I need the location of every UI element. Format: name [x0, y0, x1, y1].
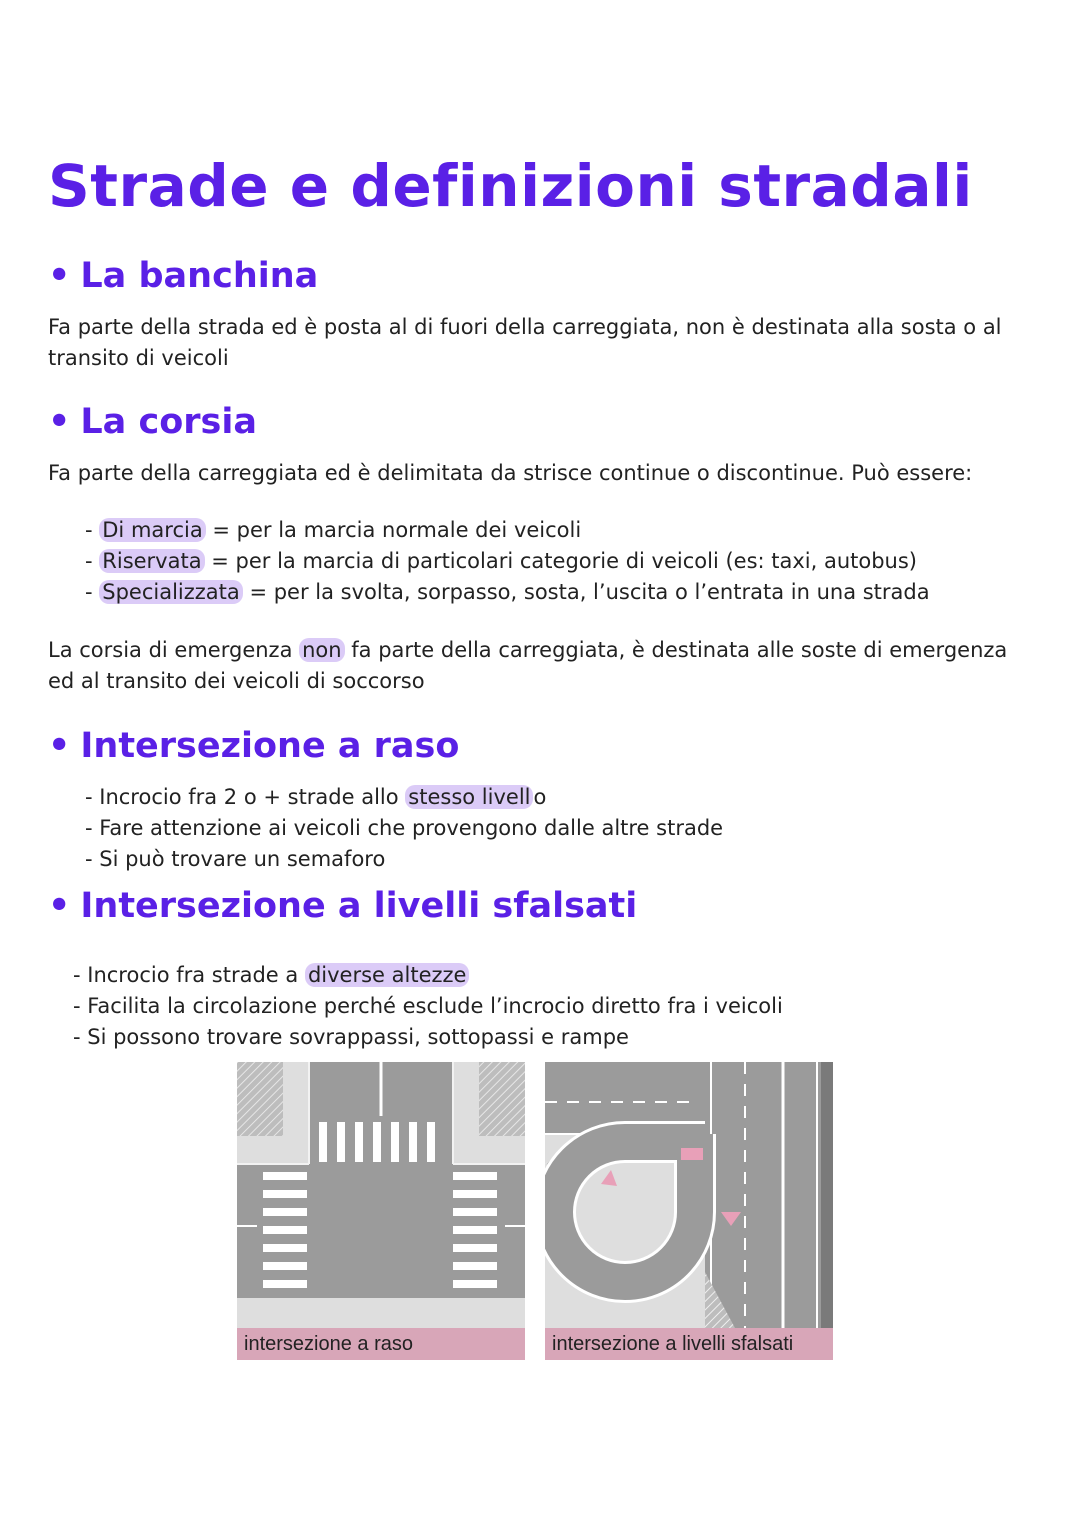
heading-sfalsati [48, 886, 637, 926]
raso-list [85, 782, 723, 875]
bullet: • [48, 402, 71, 442]
item-text: - Incrocio fra 2 o + strade allo [85, 785, 406, 809]
item-text: o [533, 785, 547, 809]
item-text: - Incrocio fra strade a [73, 963, 305, 987]
figure-grade-separated-intersection [545, 1062, 833, 1360]
list-item: - Facilita la circolazione perché esclude l’incrocio diretto fra i veicoli [73, 994, 783, 1018]
highlighted-term: Specializzata [99, 580, 243, 604]
highlighted-term: Riservata [99, 549, 204, 573]
heading-sfalsati-text: Intersezione a livelli sfalsati [80, 886, 638, 926]
highlighted-term: stesso livell [405, 785, 533, 809]
highlighted-term: Di marcia [99, 518, 205, 542]
corsia-types-list [85, 515, 930, 608]
item-text: = per la marcia normale dei veicoli [205, 518, 582, 542]
heading-raso [48, 726, 459, 766]
item-text: = per la marcia di particolari categorie di veicoli (es: taxi, autobus) [204, 549, 918, 573]
list-item: - Fare attenzione ai veicoli che provengono dalle altre strade [85, 816, 724, 840]
sfalsati-list [73, 960, 783, 1053]
highlighted-term: diverse altezze [305, 963, 470, 987]
figures [237, 1062, 833, 1360]
heading-raso-text: Intersezione a raso [80, 726, 460, 766]
page-title: Strade e definizioni stradali [48, 152, 973, 220]
text-part: fa parte della carreggiata, è destinata alle soste di emergenza ed al transito dei veicoli di soccorso [48, 638, 1008, 693]
list-item: - Si può trovare un semaforo [85, 847, 386, 871]
bullet: • [48, 886, 71, 926]
banchina-text: Fa parte della strada ed è posta al di fuori della carreggiata, non è destinata alla sosta o al transito di veicoli [48, 315, 1002, 370]
list-item: - Riservata = per la marcia di particolari categorie di veicoli (es: taxi, autobus) [85, 549, 918, 573]
list-item [73, 960, 783, 991]
list-item: - Si possono trovare sovrappassi, sottopassi e rampe [73, 1025, 629, 1049]
highlighted-term: non [299, 638, 344, 662]
list-item: - Di marcia = per la marcia normale dei veicoli [85, 518, 582, 542]
list-item: - Specializzata = per la svolta, sorpasso, sosta, l’uscita o l’entrata in una strada [85, 580, 930, 604]
figure-caption: intersezione a livelli sfalsati [545, 1328, 833, 1360]
emergency-lane-text [48, 635, 1028, 697]
heading-banchina [48, 256, 318, 296]
corsia-intro: Fa parte della carreggiata ed è delimitata da strisce continue o discontinue. Può essere: [48, 461, 973, 485]
list-item [85, 782, 723, 813]
figure-at-grade-intersection [237, 1062, 525, 1360]
heading-corsia-text: La corsia [80, 402, 257, 442]
at-grade-intersection-diagram [237, 1062, 525, 1328]
bullet: • [48, 256, 71, 296]
text-part: La corsia di emergenza [48, 638, 300, 662]
grade-separated-intersection-diagram [545, 1062, 833, 1328]
bullet: • [48, 726, 71, 766]
item-text: = per la svolta, sorpasso, sosta, l’uscita o l’entrata in una strada [242, 580, 930, 604]
heading-banchina-text: La banchina [80, 256, 319, 296]
figure-caption: intersezione a raso [237, 1328, 525, 1360]
heading-corsia [48, 402, 257, 442]
